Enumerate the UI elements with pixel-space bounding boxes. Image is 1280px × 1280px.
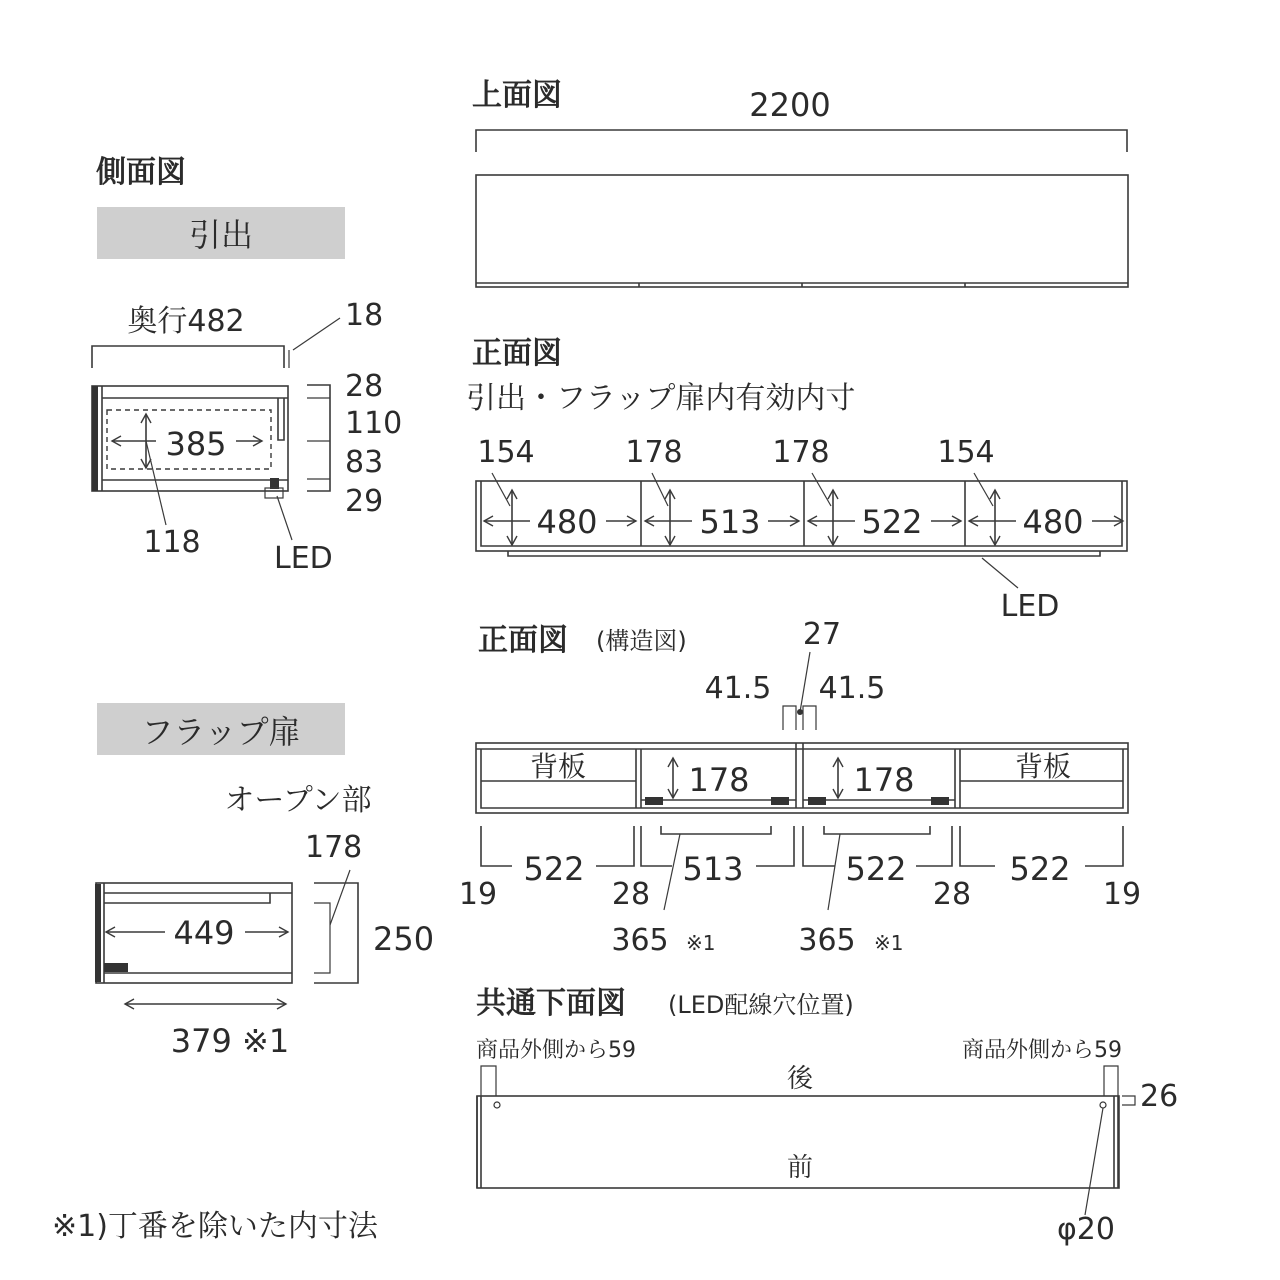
front-height-1: 154 [477,435,535,470]
hinge-left-note: ※1 [686,931,716,955]
wiring-hole-right [1100,1102,1106,1108]
drawer-height-29: 29 [345,484,384,519]
drawer-side-drawing [92,298,383,540]
structure-width-3: 522 [845,850,907,888]
flap-tab-label: フラップ扉 [141,713,301,751]
offset-left: 商品外側から59 [476,1038,636,1063]
open-height-left: 178 [688,761,750,799]
drawer-height-110: 110 [345,406,403,441]
hinge-right-note: ※1 [874,931,904,955]
offset-right: 商品外側から59 [962,1038,1122,1063]
flap-total-height: 250 [373,920,435,958]
drawer-height-28: 28 [345,369,384,404]
back-label: 後 [786,1064,814,1094]
back-panel-left: 背板 [529,750,587,783]
bottom-view-note: (LED配線穴位置) [668,991,854,1019]
wiring-hole-left [494,1102,500,1108]
footnote: ※1)丁番を除いた内寸法 [52,1209,378,1244]
front-view-subtitle: 引出・フラップ扉内有効内寸 [466,381,856,416]
top-view-width: 2200 [749,86,831,124]
bottom-view-title: 共通下面図 [476,986,626,1021]
flap-open-label: オープン部 [224,783,372,818]
open-height-right: 178 [853,761,915,799]
front-width-3: 522 [861,503,923,541]
front-view-title: 正面図 [472,336,562,371]
front-height-4: 154 [937,435,995,470]
structure-view-title: 正面図 [478,623,568,658]
drawer-height-83: 83 [345,445,384,480]
right-half: 41.5 [818,671,886,706]
front-height-3: 178 [772,435,830,470]
drawer-led-label: LED [274,541,333,576]
left-half: 41.5 [704,671,772,706]
top-view-drawing [476,130,1128,287]
front-height-2: 178 [625,435,683,470]
drawer-inner-width: 385 [165,425,227,463]
structure-width-2: 513 [682,850,744,888]
drawer-top-offset: 18 [345,298,384,333]
back-panel-right: 背板 [1014,750,1072,783]
hole-diameter: φ20 [1057,1212,1115,1247]
structure-width-1: 522 [523,850,585,888]
hinge-right: 365 [798,923,856,958]
front-width-4: 480 [1022,503,1084,541]
hole-depth: 26 [1140,1079,1179,1114]
flap-bottom-width: 379 ※1 [170,1022,290,1060]
front-led-label: LED [1000,589,1060,624]
flap-open-height: 178 [305,830,363,865]
front-label: 前 [786,1153,814,1183]
top-view-title: 上面図 [472,78,562,113]
front-width-2: 513 [699,503,761,541]
side-right: 19 [1102,877,1142,912]
side-view-title: 側面図 [96,155,186,190]
drawer-tab-label: 引出 [188,216,254,254]
center-width: 27 [802,617,842,652]
divider-left: 28 [611,877,651,912]
structure-width-4: 522 [1009,850,1071,888]
drawer-inner-height: 118 [143,525,201,560]
structure-view-note: (構造図) [596,627,687,655]
side-left: 19 [458,877,498,912]
hinge-left: 365 [611,923,669,958]
front-width-1: 480 [536,503,598,541]
drawer-depth: 奥行482 [127,304,245,339]
flap-inner-width: 449 [173,914,235,952]
divider-right: 28 [932,877,972,912]
